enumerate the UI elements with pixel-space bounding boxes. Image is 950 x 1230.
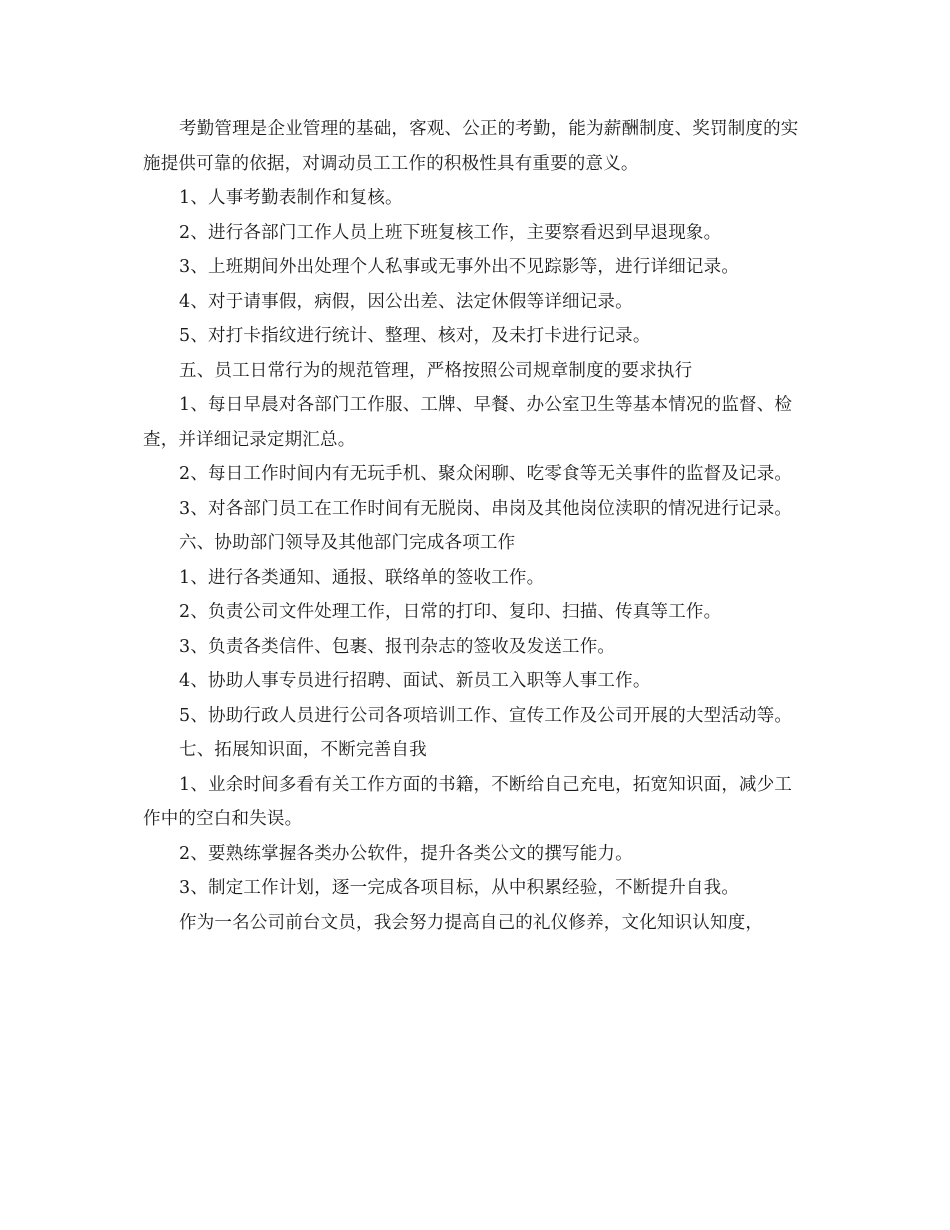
document-body	[143, 112, 808, 940]
list-item: 1、人事考勤表制作和复核。	[179, 188, 403, 208]
section-heading: 六、协助部门领导及其他部门完成各项工作	[179, 533, 516, 553]
list-item: 2、负责公司文件处理工作，日常的打印、复印、扫描、传真等工作。	[179, 602, 722, 622]
list-item: 2、进行各部门工作人员上班下班复核工作，主要察看迟到早退现象。	[179, 222, 722, 243]
list-item: 1、业余时间多看有关工作方面的书籍，不断给自己充电，拓宽知识面，减少工作中的空白和失误。	[143, 774, 793, 829]
list-item: 1、每日早晨对各部门工作服、工牌、早餐、办公室卫生等基本情况的监督、检查，并详细记录定期汇总。	[143, 395, 793, 450]
list-item: 3、对各部门员工在工作时间有无脱岗、串岗及其他岗位渎职的情况进行记录。	[179, 498, 793, 519]
section-heading: 七、拓展知识面，不断完善自我	[179, 740, 427, 760]
list-item: 3、负责各类信件、包裹、报刊杂志的签收及发送工作。	[179, 636, 616, 657]
list-item: 1、进行各类通知、通报、联络单的签收工作。	[179, 567, 545, 588]
list-item: 2、要熟练掌握各类办公软件，提升各类公文的撰写能力。	[179, 843, 633, 864]
section-heading: 五、员工日常行为的规范管理，严格按照公司规章制度的要求执行	[179, 360, 693, 381]
list-item: 3、上班期间外出处理个人私事或无事外出不见踪影等，进行详细记录。	[179, 257, 740, 277]
list-item: 3、制定工作计划，逐一完成各项目标，从中积累经验，不断提升自我。	[179, 878, 740, 898]
list-item: 4、协助人事专员进行招聘、面试、新员工入职等人事工作。	[179, 671, 651, 691]
list-item: 5、对打卡指纹进行统计、整理、核对，及未打卡进行记录。	[179, 326, 651, 346]
list-item: 2、每日工作时间内有无玩手机、聚众闲聊、吃零食等无关事件的监督及记录。	[179, 464, 793, 484]
list-item: 4、对于请事假，病假，因公出差、法定休假等详细记录。	[179, 291, 633, 312]
list-item: 5、协助行政人员进行公司各项培训工作、宣传工作及公司开展的大型活动等。	[179, 705, 793, 726]
paragraph-closing: 作为一名公司前台文员，我会努力提高自己的礼仪修养，文化知识认知度，	[179, 912, 764, 933]
paragraph-intro: 考勤管理是企业管理的基础，客观、公正的考勤，能为薪酬制度、奖罚制度的实施提供可靠的依据，对调动员工工作的积极性具有重要的意义。	[143, 119, 799, 174]
